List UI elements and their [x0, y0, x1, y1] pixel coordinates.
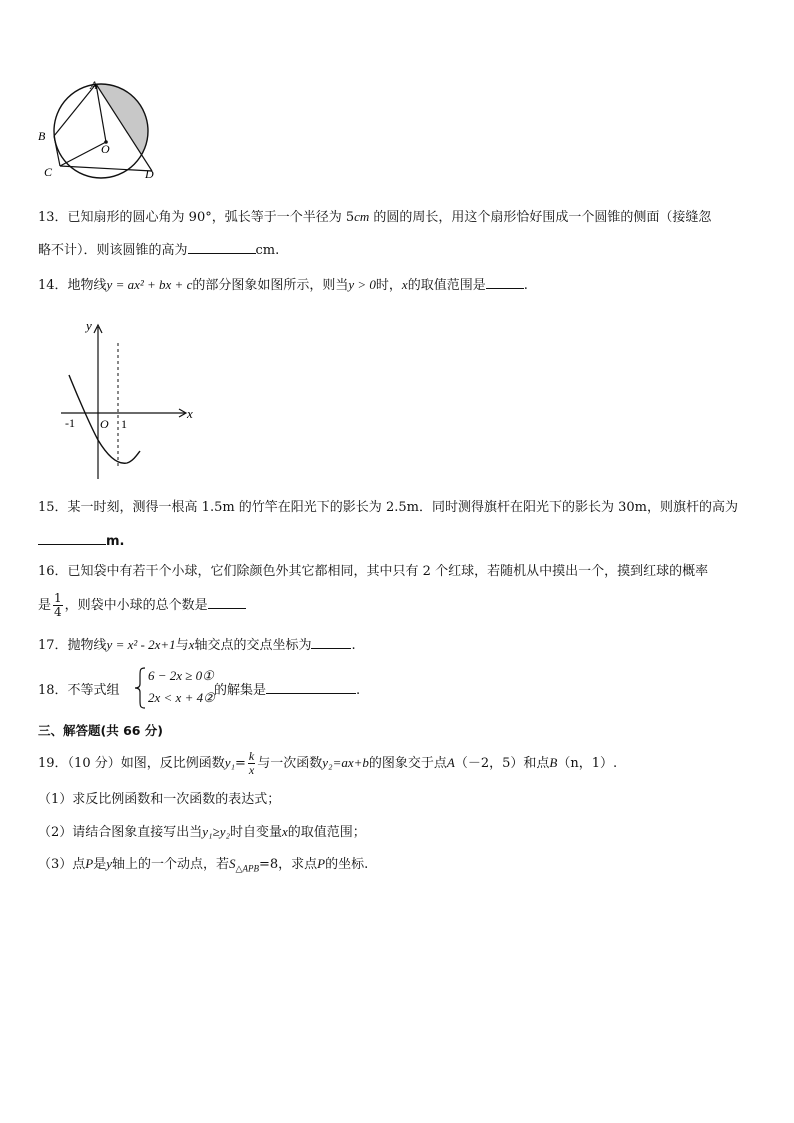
q16-frac-den: 4: [54, 605, 62, 619]
q17-end: .: [351, 638, 356, 653]
y-axis-label: y: [86, 318, 92, 333]
question-18: [38, 666, 738, 710]
question-15: [38, 499, 738, 517]
q19-fraction: [248, 750, 255, 777]
label-neg1: -1: [65, 416, 75, 430]
q19-and: 和点: [523, 756, 550, 771]
q19-2-a: （2）请结合图象直接写出当: [38, 825, 203, 840]
q18-suffix: 的解集是: [214, 683, 267, 698]
parabola-figure: [55, 315, 205, 485]
q19-frac-den: x: [248, 763, 255, 777]
q19-point-B: B: [549, 755, 558, 770]
q19-coord-B: （n，1）.: [557, 756, 618, 771]
label-O: O: [101, 142, 110, 156]
shaded-segment: [96, 78, 164, 171]
q19-point-A: A: [446, 755, 455, 770]
q19-3-e: 的坐标.: [325, 857, 369, 872]
q16-frac-num: 1: [54, 591, 62, 605]
q19-3-c: 轴上的一个动点，若: [112, 857, 230, 872]
q19-3-P: P: [85, 856, 94, 871]
q19-3-sub: △APB: [235, 863, 259, 874]
q14-answer-blank[interactable]: [486, 275, 524, 289]
q19-y1: y₁: [224, 755, 236, 770]
q19-3-y: y: [106, 856, 113, 871]
q19-3-b: 是: [93, 857, 107, 872]
q19-3-P2: P: [317, 856, 326, 871]
q17-formula: y = x² - 2x+1: [106, 637, 176, 652]
q19-mid2: 的图象交于点: [368, 756, 447, 771]
q14-mid2: 时，: [375, 278, 402, 293]
section-3-title: 三、解答题(共 66 分): [38, 723, 164, 738]
q17-answer-blank[interactable]: [311, 635, 351, 649]
q18-prefix: 18．不等式组: [38, 683, 120, 698]
q15-tail: m.: [106, 534, 125, 549]
q13-answer-blank[interactable]: [188, 240, 256, 254]
q19-frac-num: k: [248, 749, 255, 763]
q19-2-b: 时自变量: [230, 825, 283, 840]
circle-figure: [34, 78, 164, 184]
q18-tail: [214, 679, 360, 698]
q13-unit: cm: [354, 209, 370, 224]
q13-line2-a: 略不计）．则该圆锥的高为: [38, 243, 188, 258]
label-A: A: [90, 78, 98, 92]
question-19-part3: [38, 855, 368, 878]
q14-suffix: 的取值范围是: [407, 278, 486, 293]
q17-mid: 与: [175, 638, 189, 653]
q19-3-d: =8，求点: [258, 857, 318, 872]
q18-answer-blank[interactable]: [266, 680, 356, 694]
q19-prefix: 19．（10 分）如图，反比例函数: [38, 756, 225, 771]
q18-end: .: [356, 683, 361, 698]
q19-2-var: x: [282, 824, 288, 839]
q14-prefix: 14．地物线: [38, 278, 107, 293]
q15-text: 15．某一时刻，测得一根高 1.5m 的竹竿在阳光下的影长为 2.5m．同时测得旗杆在阳光下的影长为 30m，则旗杆的高为: [38, 500, 738, 515]
q16-answer-blank[interactable]: [208, 595, 246, 609]
q16-fraction: [53, 592, 63, 619]
q13-text-2: 的圆的周长，用这个扇形恰好围成一个圆锥的侧面（接缝忽: [369, 210, 712, 225]
label-1: 1: [121, 417, 127, 431]
q19-3-a: （3）点: [38, 857, 86, 872]
q19-y2: y₂: [322, 755, 333, 770]
question-13: [38, 208, 711, 227]
question-16: [38, 563, 708, 581]
question-16-line2: [38, 588, 246, 624]
q15-answer-blank[interactable]: [38, 531, 106, 545]
q17-var: x: [188, 637, 195, 652]
question-15-line2: [38, 531, 124, 551]
q14-mid: 的部分图象如图所示，则当: [192, 278, 349, 293]
q13-line2-b: cm.: [255, 243, 280, 258]
q17-suffix: 轴交点的交点坐标为: [194, 638, 312, 653]
q14-formula: y = ax² + bx + c: [106, 277, 193, 292]
q19-2-cond: y₁≥y₂: [202, 824, 230, 839]
question-19-part1: （1）求反比例函数和一次函数的表达式；: [38, 792, 281, 807]
label-D: D: [145, 167, 154, 181]
question-17: [38, 635, 356, 655]
x-axis-label: x: [187, 406, 193, 421]
label-C: C: [44, 165, 53, 179]
question-13-line2: [38, 240, 279, 260]
q19-eq2: =ax+b: [332, 755, 369, 770]
q16-text: 16．已知袋中有若干个小球，它们除颜色外其它都相同，其中只有 2 个红球，若随机从中摸出一个，摸到红球的概率: [38, 564, 709, 579]
q19-3-S: S: [229, 856, 236, 871]
q14-cond: y > 0: [348, 277, 376, 292]
label-origin: O: [100, 417, 109, 431]
q13-text-1: 13．已知扇形的圆心角为 90°，弧长等于一个半径为 5: [38, 210, 355, 225]
q18-inequality-1: 6 − 2x ≥ 0①: [148, 668, 214, 683]
q19-2-c: 的取值范围；: [287, 825, 366, 840]
q14-end: .: [523, 278, 528, 293]
q18-inequality-2: 2x < x + 4②: [148, 690, 215, 705]
question-19: [38, 745, 617, 782]
q16-line2-b: ，则袋中小球的总个数是: [64, 598, 208, 613]
question-14: [38, 275, 528, 295]
q19-eq: =: [235, 756, 246, 771]
q19-coord-A: （－2，5）: [454, 756, 524, 771]
label-B: B: [38, 129, 46, 143]
q14-var: x: [401, 277, 408, 292]
q17-prefix: 17．抛物线: [38, 638, 107, 653]
q19-mid: 与一次函数: [257, 756, 323, 771]
q18-brace: [134, 666, 146, 710]
question-19-part2: [38, 823, 366, 842]
q16-line2-a: 是: [38, 598, 52, 613]
